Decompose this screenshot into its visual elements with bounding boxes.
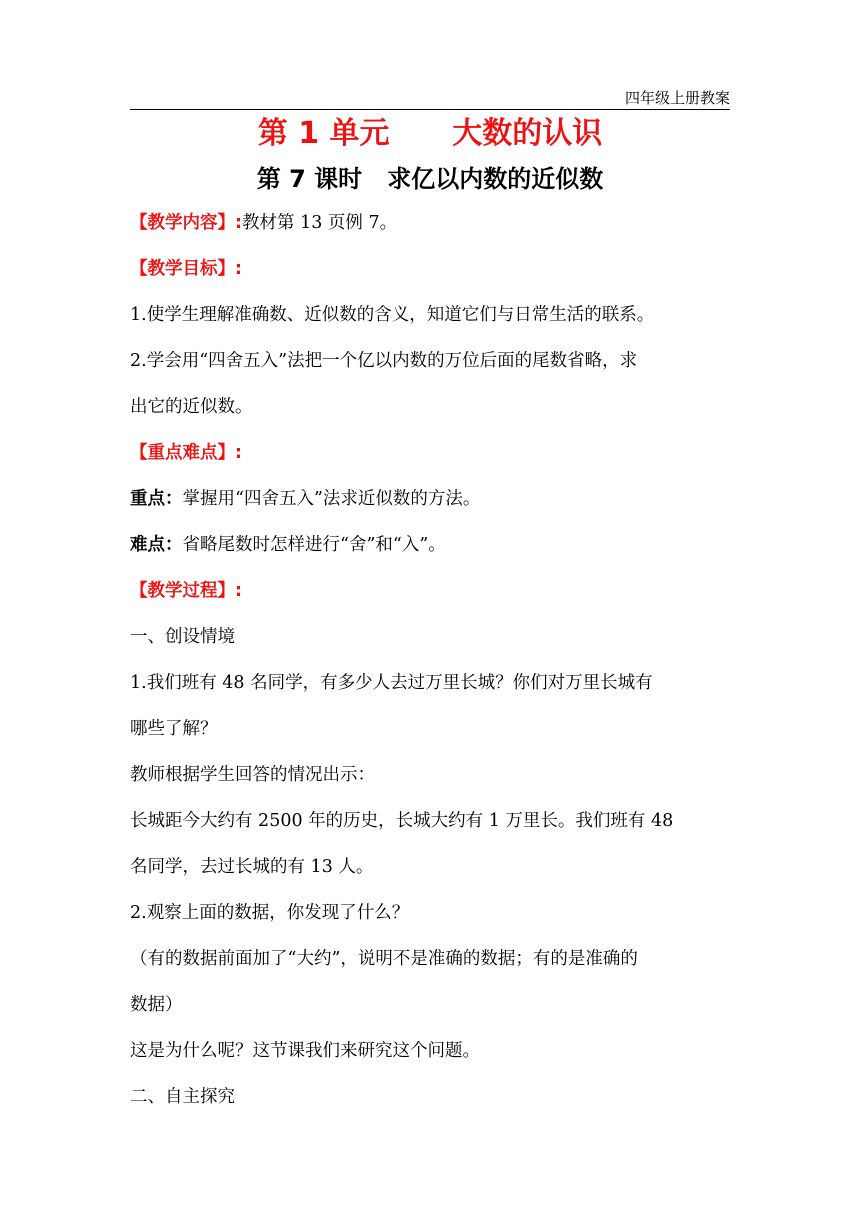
difficulty-label: 难点：	[130, 535, 183, 555]
teaching-process-label: 【教学过程】:	[130, 581, 242, 601]
transition-text: 这是为什么呢？这节课我们来研究这个问题。	[130, 1041, 480, 1061]
question-2: 2.观察上面的数据，你发现了什么？	[130, 903, 410, 923]
difficulty-paragraph	[130, 522, 730, 568]
key-point-text: 掌握用“四舍五入”法求近似数的方法。	[182, 489, 481, 509]
answer-line-1: （有的数据前面加了“大约”，说明不是准确的数据；有的是准确的	[130, 949, 638, 969]
step-2-title: 二、自主探究	[130, 1087, 235, 1107]
unit-title: 第 1 单元 大数的认识	[257, 116, 603, 151]
key-point-label: 重点：	[130, 489, 183, 509]
info-line-1: 长城距今大约有 2500 年的历史，长城大约有 1 万里长。我们班有 48	[130, 811, 674, 831]
key-difficulty-label: 【重点难点】:	[130, 443, 242, 463]
header-note: 四年级上册教案	[624, 89, 730, 107]
step-1-title: 一、创设情境	[130, 627, 235, 647]
goal-1: 1.使学生理解准确数、近似数的含义，知道它们与日常生活的联系。	[130, 305, 655, 325]
teaching-goals-label: 【教学目标】:	[130, 259, 242, 279]
goal-2-line-2: 出它的近似数。	[130, 397, 253, 417]
key-difficulty-heading	[130, 430, 730, 476]
goal-2-line-1: 2.学会用“四舍五入”法把一个亿以内数的万位后面的尾数省略，求	[130, 351, 638, 371]
teaching-content-paragraph	[130, 200, 730, 246]
difficulty-text: 省略尾数时怎样进行“舍”和“入”。	[182, 535, 446, 555]
lesson-title: 第 7 课时 求亿以内数的近似数	[256, 165, 604, 193]
teaching-process-heading	[130, 568, 730, 614]
question-1-line-1: 1.我们班有 48 名同学，有多少人去过万里长城？你们对万里长城有	[130, 673, 653, 693]
teacher-note: 教师根据学生回答的情况出示：	[130, 765, 375, 785]
header-rule	[130, 109, 730, 110]
document-body	[130, 200, 730, 1120]
teaching-content-label: 【教学内容】:	[130, 213, 242, 233]
question-1-line-2: 哪些了解？	[130, 719, 218, 739]
key-point-paragraph	[130, 476, 730, 522]
answer-line-2: 数据）	[130, 995, 183, 1015]
teaching-goals-heading	[130, 246, 730, 292]
teaching-content-text: 教材第 13 页例 7。	[242, 213, 398, 233]
info-line-2: 名同学，去过长城的有 13 人。	[130, 857, 374, 877]
